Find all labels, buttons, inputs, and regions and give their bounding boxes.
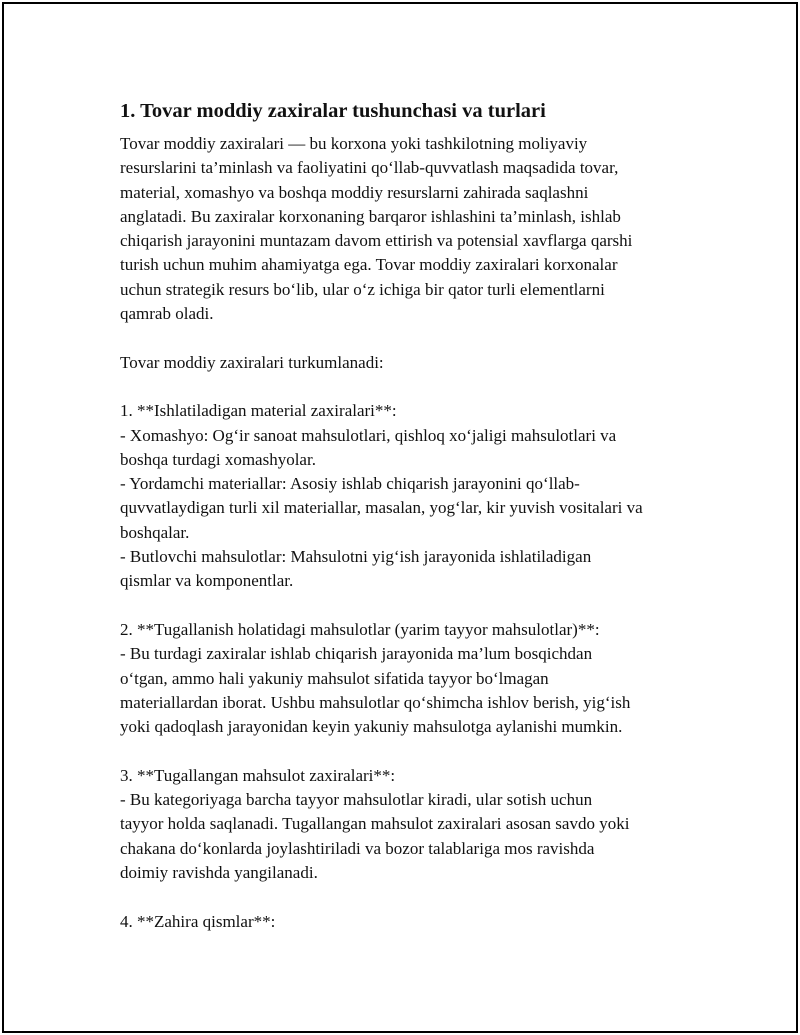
- text-line: qismlar va komponentlar.: [120, 571, 294, 591]
- document-content: [120, 98, 695, 934]
- list-item-1: [120, 399, 695, 593]
- list-item-2: [120, 618, 695, 739]
- text-line: o‘tgan, ammo hali yakuniy mahsulot sifatida tayyor bo‘lmagan: [120, 668, 549, 688]
- text-line: chakana do‘konlarda joylashtiriladi va bozor talablariga mos ravishda: [120, 838, 595, 858]
- paragraph-gap: [120, 885, 695, 909]
- paragraph-gap: [120, 594, 695, 618]
- list-item-heading: 3. **Tugallangan mahsulot zaxiralari**:: [120, 765, 396, 785]
- text-line: chiqarish jarayonini muntazam davom ettirish va potensial xavflarga qarshi: [120, 231, 633, 251]
- text-line: yoki qadoqlash jarayonidan keyin yakuniy mahsulotga aylanishi mumkin.: [120, 717, 623, 737]
- text-line: doimiy ravishda yangilanadi.: [120, 862, 318, 882]
- text-line: - Xomashyo: Og‘ir sanoat mahsulotlari, qishloq xo‘jaligi mahsulotlari va: [120, 425, 617, 445]
- text-line: - Yordamchi materiallar: Asosiy ishlab chiqarish jarayonini qo‘llab-: [120, 474, 580, 494]
- classification-line: Tovar moddiy zaxiralari turkumlanadi:: [120, 352, 384, 372]
- paragraph-gap: [120, 326, 695, 350]
- section-title: 1. Tovar moddiy zaxiralar tushunchasi va turlari: [120, 100, 546, 122]
- text-line: - Bu kategoriyaga barcha tayyor mahsulotlar kiradi, ular sotish uchun: [120, 790, 593, 810]
- text-line: turish uchun muhim ahamiyatga ega. Tovar moddiy zaxiralari korxonalar: [120, 255, 618, 275]
- list-item-3: [120, 764, 695, 885]
- text-line: quvvatlaydigan turli xil materiallar, masalan, yog‘lar, kir yuvish vositalari va: [120, 498, 643, 518]
- list-item-4: [120, 910, 695, 934]
- text-line: material, xomashyo va boshqa moddiy resurslarni zahirada saqlashni: [120, 182, 589, 202]
- paragraph-gap: [120, 375, 695, 399]
- text-line: - Bu turdagi zaxiralar ishlab chiqarish jarayonida ma’lum bosqichdan: [120, 644, 593, 664]
- text-line: - Butlovchi mahsulotlar: Mahsulotni yig‘ish jarayonida ishlatiladigan: [120, 547, 592, 567]
- intro-paragraph: [120, 132, 695, 326]
- list-item-heading: 4. **Zahira qismlar**:: [120, 911, 276, 931]
- text-line: boshqa turdagi xomashyolar.: [120, 449, 316, 469]
- text-line: anglatadi. Bu zaxiralar korxonaning barqaror ishlashini ta’minlash, ishlab: [120, 206, 621, 226]
- document-page: [2, 2, 798, 1033]
- text-line: Tovar moddiy zaxiralari — bu korxona yoki tashkilotning moliyaviy: [120, 134, 588, 153]
- text-line: materiallardan iborat. Ushbu mahsulotlar qo‘shimcha ishlov berish, yig‘ish: [120, 692, 631, 712]
- text-line: boshqalar.: [120, 522, 190, 542]
- text-line: tayyor holda saqlanadi. Tugallangan mahsulot zaxiralari asosan savdo yoki: [120, 814, 630, 834]
- list-item-heading: 1. **Ishlatiladigan material zaxiralari**:: [120, 401, 397, 421]
- text-line: uchun strategik resurs bo‘lib, ular o‘z ichiga bir qator turli elementlarni: [120, 279, 605, 299]
- text-line: resurslarini ta’minlash va faoliyatini qo‘llab-quvvatlash maqsadida tovar,: [120, 158, 619, 178]
- paragraph-gap: [120, 739, 695, 763]
- text-line: qamrab oladi.: [120, 304, 214, 324]
- list-item-heading: 2. **Tugallanish holatidagi mahsulotlar (yarim tayyor mahsulotlar)**:: [120, 619, 600, 639]
